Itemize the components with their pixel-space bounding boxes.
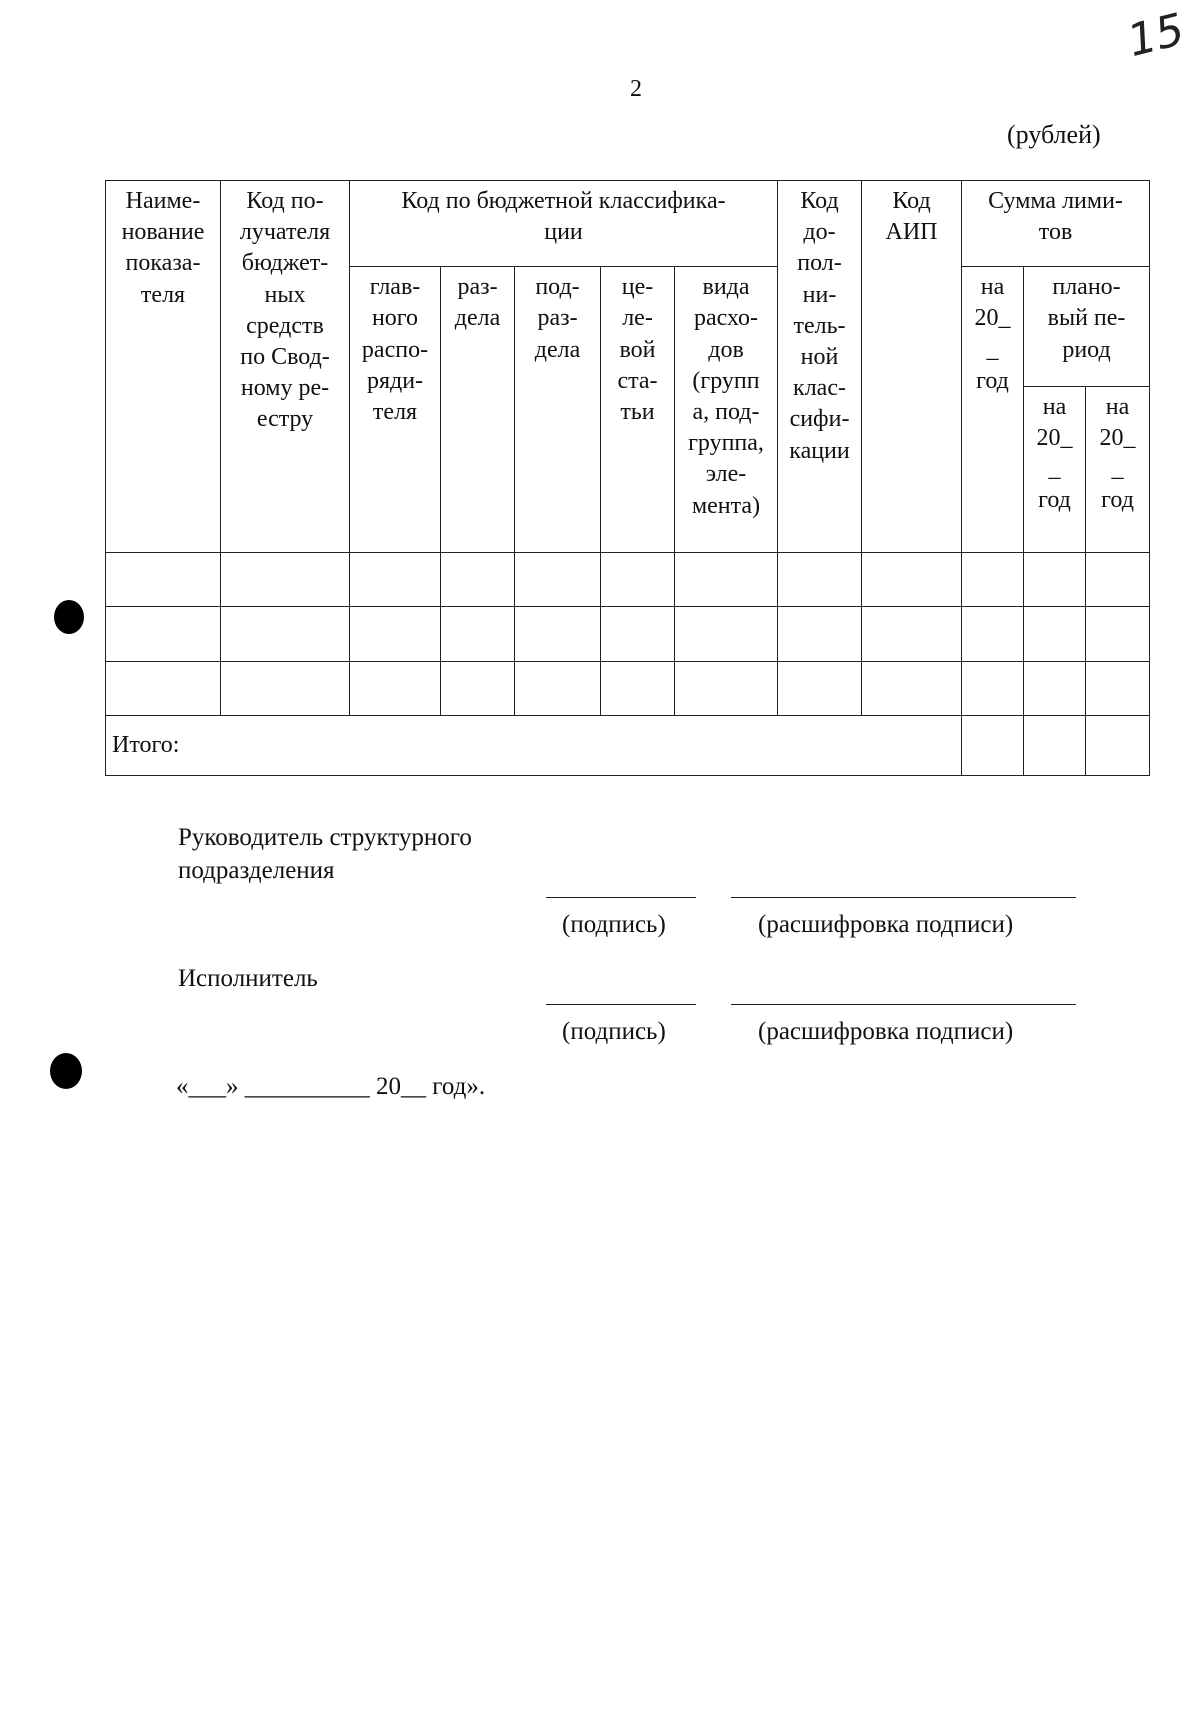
header-planned-year1-cell: на 20_ _ год — [1024, 386, 1086, 553]
header-additional-classification-cell: Код до- пол- ни- тель- ной клас- сифи- кации — [778, 181, 862, 553]
date-line: «___» __________ 20__ год». — [176, 1073, 486, 1100]
table-cell — [675, 553, 778, 607]
head-of-unit-label: Руководитель структурного подразделения — [178, 824, 472, 884]
units-label: (рублей) — [1007, 120, 1101, 149]
table-cell — [1024, 661, 1086, 715]
table-cell — [221, 607, 350, 661]
table-cell — [778, 553, 862, 607]
page-number: 2 — [630, 76, 642, 102]
total-cell — [1086, 715, 1150, 775]
table-cell — [515, 661, 601, 715]
executor-signature-caption: (подпись) — [562, 1018, 666, 1045]
table-cell — [1024, 607, 1086, 661]
header-planned-year2-cell: на 20_ _ год — [1086, 386, 1150, 553]
header-subsection-cell: под- раз- дела — [515, 267, 601, 553]
table-cell — [601, 553, 675, 607]
table-row — [106, 553, 1150, 607]
table-cell — [441, 553, 515, 607]
table-cell — [862, 553, 962, 607]
table-cell — [601, 607, 675, 661]
table-cell — [221, 661, 350, 715]
header-budget-classification-cell: Код по бюджетной классифика- ции — [350, 181, 778, 267]
table-cell — [601, 661, 675, 715]
head-decryption-caption: (расшифровка подписи) — [758, 911, 1014, 938]
header-aip-code-cell: Код АИП — [862, 181, 962, 553]
total-label: Итого: — [106, 715, 962, 775]
table-cell — [350, 553, 441, 607]
table-cell — [106, 661, 221, 715]
table-cell — [106, 607, 221, 661]
total-cell — [1024, 715, 1086, 775]
table-cell — [862, 661, 962, 715]
header-limits-sum-cell: Сумма лими- тов — [962, 181, 1150, 267]
table-cell — [1024, 553, 1086, 607]
table-cell — [778, 661, 862, 715]
header-current-year-cell: на 20_ _ год — [962, 267, 1024, 553]
table-cell — [350, 607, 441, 661]
header-recipient-code-cell: Код по- лучателя бюджет- ных средств по Свод- ному ре- естру — [221, 181, 350, 553]
table-cell — [778, 607, 862, 661]
table-cell — [962, 607, 1024, 661]
table-cell — [862, 607, 962, 661]
executor-decryption-line — [731, 1004, 1076, 1005]
header-planned-period-cell: плано- вый пе- риод — [1024, 267, 1150, 386]
header-name-cell: Наиме- нование показа- теля — [106, 181, 221, 553]
table-cell — [221, 553, 350, 607]
punch-hole — [50, 1053, 82, 1089]
table-cell — [350, 661, 441, 715]
table-cell — [1086, 553, 1150, 607]
head-signature-line — [546, 897, 696, 898]
table-cell — [675, 661, 778, 715]
table-row — [106, 607, 1150, 661]
table-cell — [675, 607, 778, 661]
table-cell — [1086, 661, 1150, 715]
table-cell — [515, 607, 601, 661]
header-expense-type-cell: вида расхо- дов (групп а, под- группа, эле- мента) — [675, 267, 778, 553]
table-cell — [441, 661, 515, 715]
head-signature-caption: (подпись) — [562, 911, 666, 938]
table-cell — [962, 553, 1024, 607]
head-decryption-line — [731, 897, 1076, 898]
header-chief-manager-cell: глав- ного распо- ряди- теля — [350, 267, 441, 553]
executor-signature-line — [546, 1004, 696, 1005]
executor-label: Исполнитель — [178, 965, 318, 992]
header-target-article-cell: це- ле- вой ста- тьи — [601, 267, 675, 553]
punch-hole — [54, 600, 84, 634]
table-cell — [106, 553, 221, 607]
executor-decryption-caption: (расшифровка подписи) — [758, 1018, 1014, 1045]
total-cell — [962, 715, 1024, 775]
total-row — [106, 715, 1150, 775]
header-section-cell: раз- дела — [441, 267, 515, 553]
handwritten-page-number: 15 — [1122, 3, 1190, 68]
table-row — [106, 661, 1150, 715]
table-cell — [1086, 607, 1150, 661]
table-cell — [515, 553, 601, 607]
limits-table — [105, 180, 1150, 776]
table-cell — [441, 607, 515, 661]
table-cell — [962, 661, 1024, 715]
